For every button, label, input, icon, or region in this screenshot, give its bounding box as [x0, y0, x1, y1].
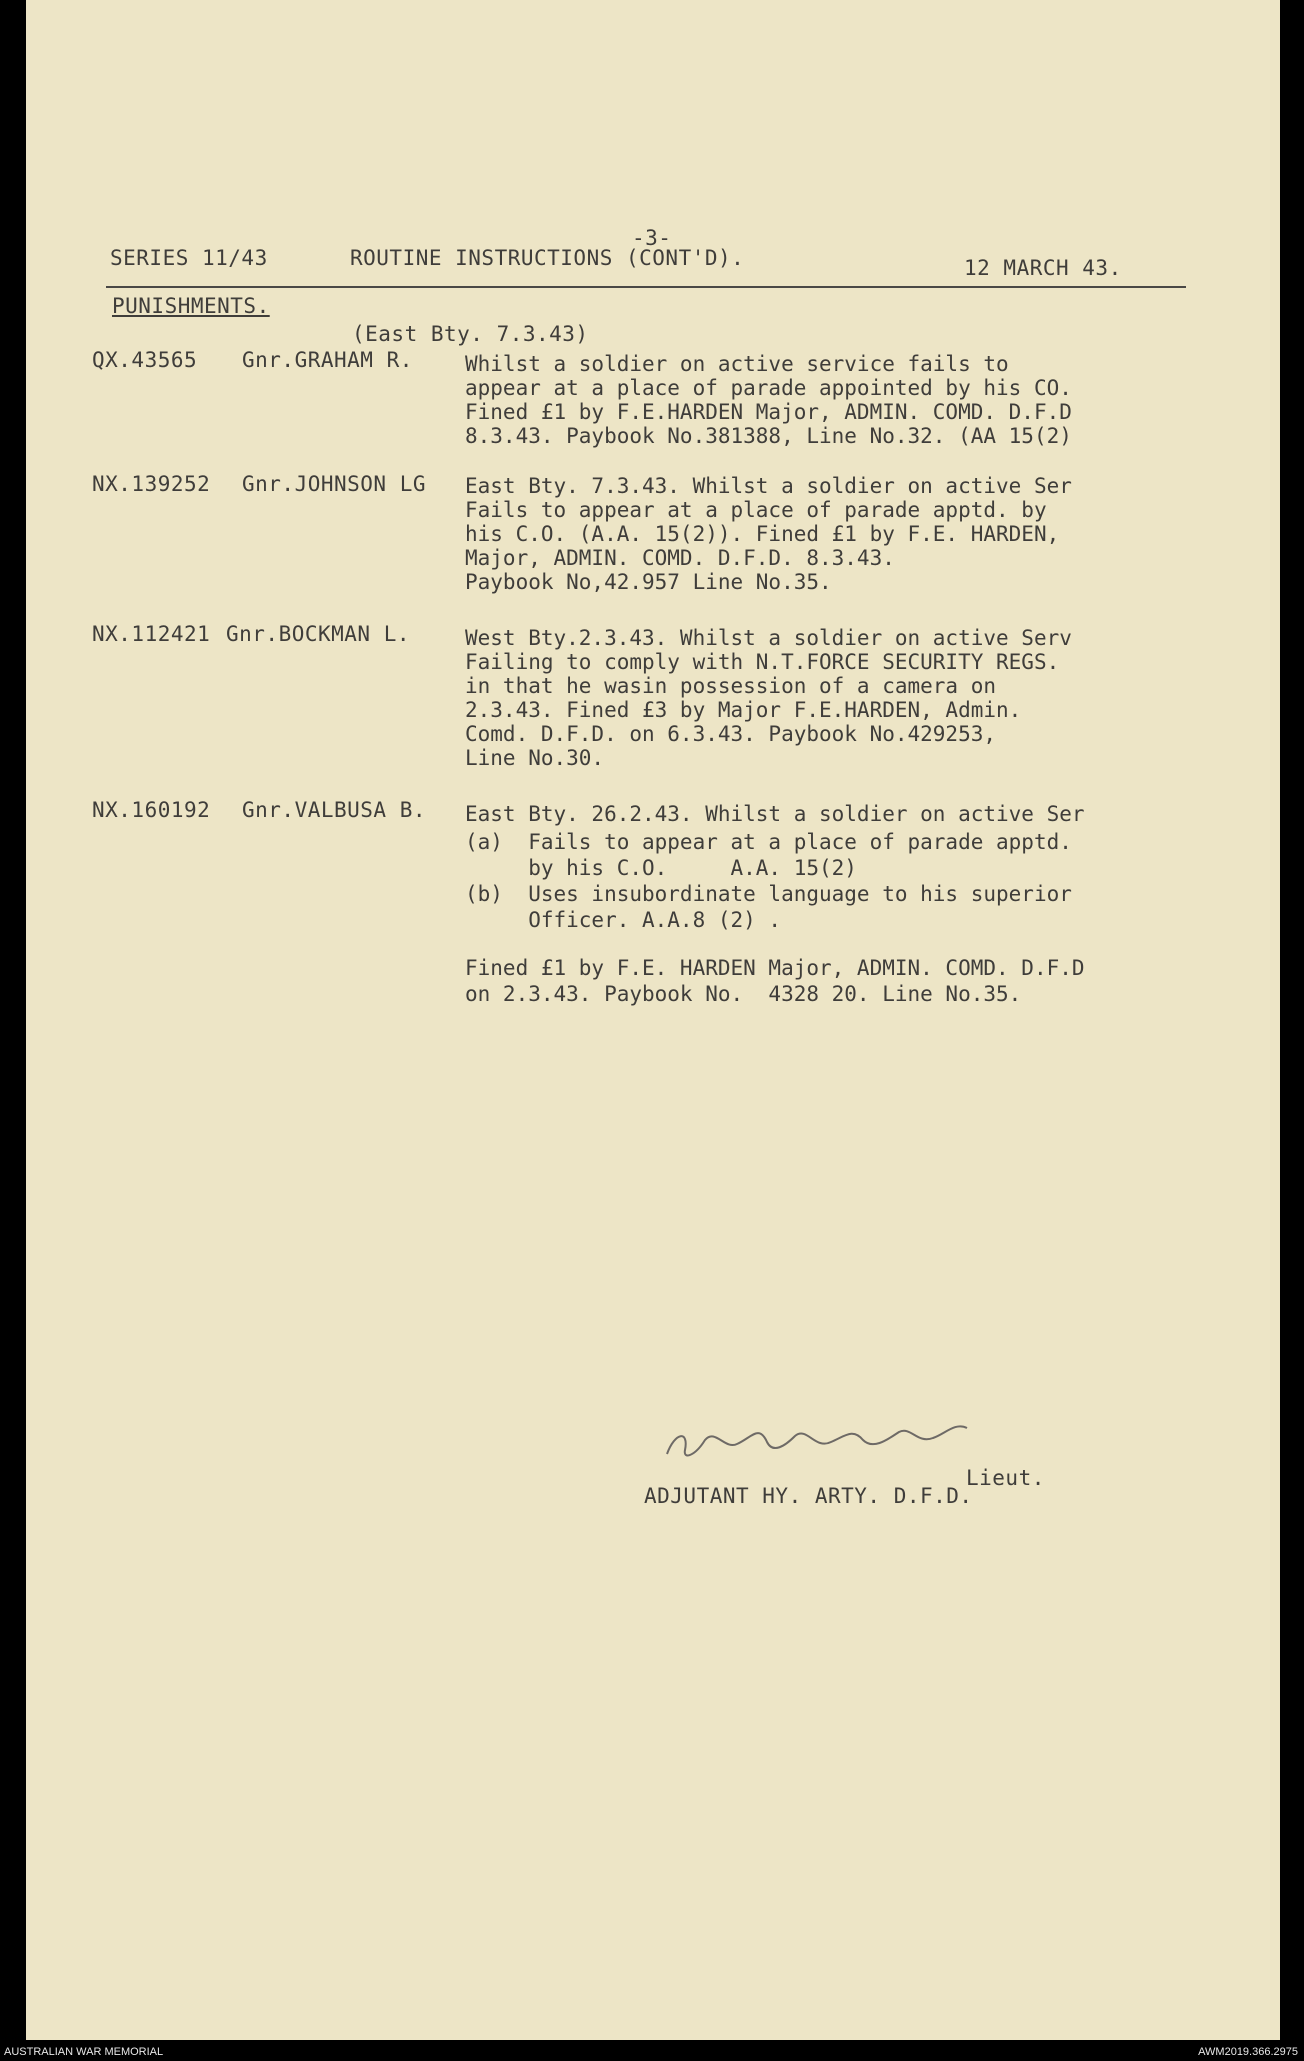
document-title: ROUTINE INSTRUCTIONS (CONT'D). [350, 246, 745, 270]
entry-text-line: Officer. A.A.8 (2) . [465, 908, 782, 932]
page-number: -3- [632, 226, 672, 250]
entry-text-line: (a) Fails to appear at a place of parade apptd. [465, 830, 1072, 854]
entry-text-line: 8.3.43. Paybook No.381388, Line No.32. (AA 15(2) [465, 424, 1072, 448]
entry-text-line: West Bty.2.3.43. Whilst a soldier on active Serv [465, 626, 1072, 650]
entry-name: Gnr.BOCKMAN L. [226, 622, 411, 646]
entry-text-line: Comd. D.F.D. on 6.3.43. Paybook No.429253, [465, 722, 997, 746]
entry-text-line: appear at a place of parade appointed by his CO. [465, 376, 1072, 400]
entry-text-line: his C.O. (A.A. 15(2)). Fined £1 by F.E. HARDEN, [465, 522, 1060, 546]
entry-text-line: Fails to appear at a place of parade apptd. by [465, 498, 1047, 522]
entry-name: Gnr.JOHNSON LG [242, 472, 427, 496]
entry-text-line: Line No.30. [465, 746, 605, 770]
entry-text-line: Fined £1 by F.E. HARDEN Major, ADMIN. COMD. D.F.D [465, 956, 1085, 980]
footer-archive-label: AUSTRALIAN WAR MEMORIAL [4, 2046, 164, 2058]
signature-scribble [655, 1410, 975, 1470]
entry-id: NX.139252 [92, 472, 211, 496]
entry-text-line: Major, ADMIN. COMD. D.F.D. 8.3.43. [465, 546, 895, 570]
entry-preface: (East Bty. 7.3.43) [352, 322, 589, 346]
entry-id: NX.112421 [92, 622, 211, 646]
document-date: 12 MARCH 43. [964, 256, 1122, 280]
entry-text-line: Failing to comply with N.T.FORCE SECURITY REGS. [465, 650, 1060, 674]
entry-text-line: 2.3.43. Fined £3 by Major F.E.HARDEN, Admin. [465, 698, 1022, 722]
entry-id: NX.160192 [92, 798, 211, 822]
entry-text-line: Fined £1 by F.E.HARDEN Major, ADMIN. COMD. D.F.D [465, 400, 1072, 424]
entry-text-line: by his C.O. A.A. 15(2) [465, 856, 857, 880]
entry-name: Gnr.VALBUSA B. [242, 798, 427, 822]
entry-name: Gnr.GRAHAM R. [242, 348, 413, 372]
entry-text-line: on 2.3.43. Paybook No. 4328 20. Line No.35. [465, 982, 1022, 1006]
entry-text-line: East Bty. 7.3.43. Whilst a soldier on active Ser [465, 474, 1072, 498]
signature-rank: Lieut. [966, 1466, 1045, 1490]
entry-text-line: East Bty. 26.2.43. Whilst a soldier on active Ser [465, 802, 1085, 826]
signature-title: ADJUTANT HY. ARTY. D.F.D. [644, 1484, 973, 1508]
header-rule [106, 286, 1186, 288]
series-label: SERIES 11/43 [110, 246, 268, 270]
entry-text-line: Paybook No,42.957 Line No.35. [465, 570, 832, 594]
entry-text-line: Whilst a soldier on active service fails to [465, 352, 1009, 376]
footer-item-id: AWM2019.366.2975 [1198, 2046, 1298, 2058]
entry-id: QX.43565 [92, 348, 198, 372]
entry-text-line: in that he wasin possession of a camera on [465, 674, 997, 698]
entry-text-line: (b) Uses insubordinate language to his superior [465, 882, 1072, 906]
section-title: PUNISHMENTS. [112, 294, 270, 318]
